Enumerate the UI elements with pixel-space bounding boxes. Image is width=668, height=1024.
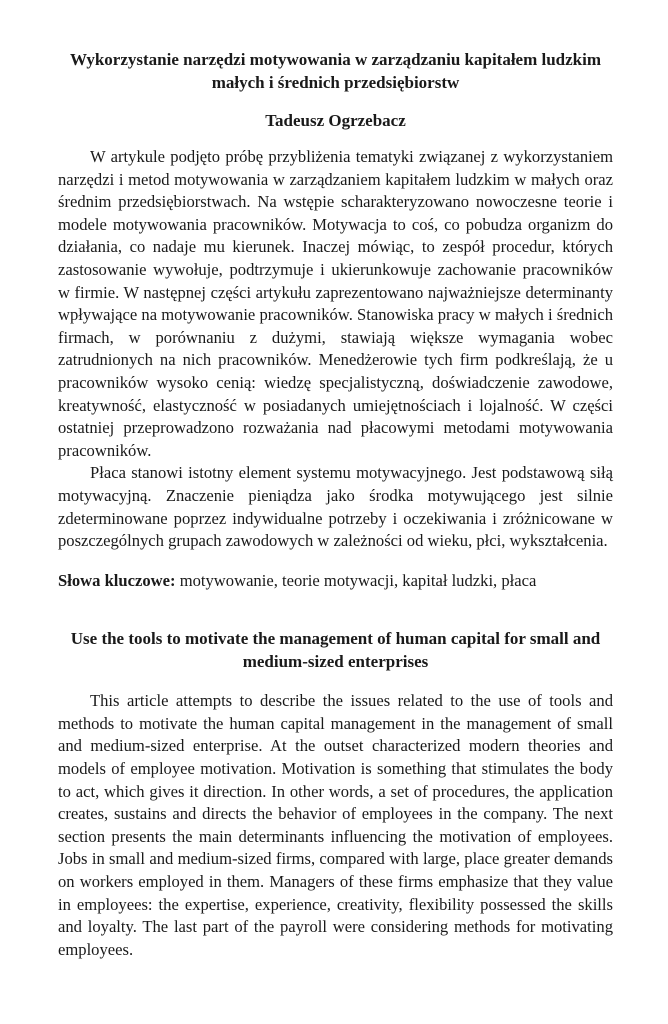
author-name: Tadeusz Ogrzebacz xyxy=(265,111,406,130)
keywords-text: motywowanie, teorie motywacji, kapitał ludzki, płaca xyxy=(175,570,537,590)
english-abstract-paragraph: This article attempts to describe the issues related to the use of tools and methods to motivate the human capital management in the management of small and medium-sized enterprise. At the outset characterized modern theories and models of employee motivation. Motivation is something that stimulates the body to act, which gives it direction. In other words, a set of procedures, the application creates, sustains and directs the behavior of employees in the company. The next section presents the main determinants influencing the motivation of employees. Jobs in small and medium-sized firms, compared with large, place greater demands on workers employed in them. Managers of these firms emphasize that they value in employees: the expertise, experience, creativity, flexibility possessed the skills and loyalty. The last part of the payroll were considering methods for motivating employees. xyxy=(58,691,613,959)
keywords-line xyxy=(58,570,613,593)
polish-title: Wykorzystanie narzędzi motywowania w zarządzaniu kapitałem ludzkim małych i średnich przedsiębiorstw xyxy=(69,50,602,92)
polish-abstract-paragraph-1: W artykule podjęto próbę przybliżenia tematyki związanej z wykorzystaniem narzędzi i metod motywowania w zarządzaniem kapitałem ludzkim w małych oraz średnim przedsiębiorstwach. Na wstępie scharakteryzowano nowoczesne teorie i modele motywowania pracowników. Motywacja to coś, co pobudza organizm do działania, co nadaje mu kierunek. Inaczej mówiąc, to zespół procedur, których zastosowanie wywołuje, podtrzymuje i ukierunkowuje zachowanie pracowników w firmie. W następnej części artykułu zaprezentowano najważniejsze determinanty wpływające na motywowanie pracowników. Stanowiska pracy w małych i średnich firmach, w porównaniu z dużymi, stawiają większe wymagania wobec zatrudnionych na nich pracowników. Menedżerowie tych firm podkreślają, że u pracowników wysoko cenią: wiedzę specjalistyczną, doświadczenie zawodowe, kreatywność, elastyczność w posiadanych umiejętnościach i lojalność. W części ostatniej przeprowadzono rozważania nad płacowymi metodami motywowania pracowników. xyxy=(58,147,613,460)
english-title: Use the tools to motivate the management of human capital for small and medium-sized enterprises xyxy=(70,629,601,672)
document-page xyxy=(58,48,613,961)
polish-abstract-paragraph-2: Płaca stanowi istotny element systemu motywacyjnego. Jest podstawową siłą motywacyjną. Znaczenie pieniądza jako środka motywującego jest silnie zdeterminowane poprzez indywidualne potrzeby i oczekiwania i zróżnicowane w poszczególnych grupach zawodowych w zależności od wieku, płci, wykształcenia. xyxy=(58,463,613,551)
keywords-label: Słowa kluczowe: xyxy=(58,570,176,590)
